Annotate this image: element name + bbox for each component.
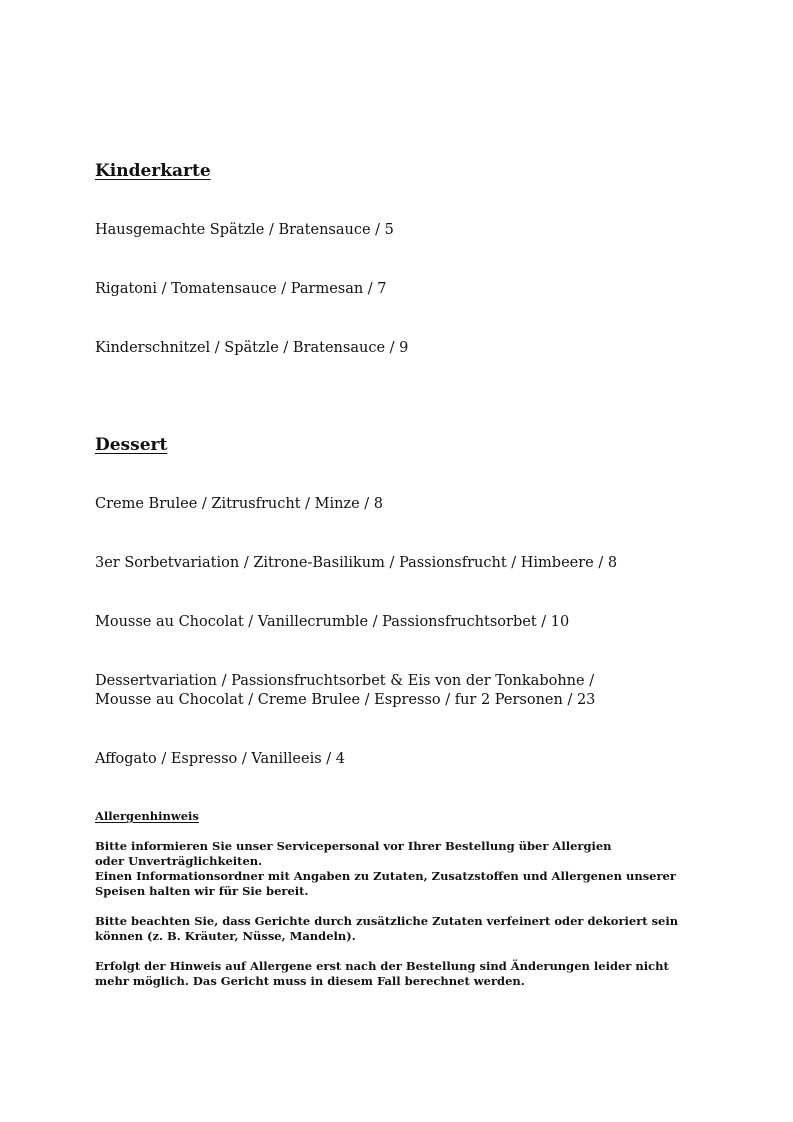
menu-item: 3er Sorbetvariation / Zitrone-Basilikum / Passionsfrucht / Himbeere / 8 xyxy=(95,555,618,571)
menu-item: Creme Brulee / Zitrusfrucht / Minze / 8 xyxy=(95,496,384,512)
allergen-paragraph: Bitte informieren Sie unser Servicepersonal vor Ihrer Bestellung über Allergien oder Unverträglichkeiten. xyxy=(95,839,612,868)
section-title-kinderkarte: Kinderkarte xyxy=(95,161,211,181)
section-title-dessert: Dessert xyxy=(95,435,168,455)
menu-item: Mousse au Chocolat / Vanillecrumble / Passionsfruchtsorbet / 10 xyxy=(95,614,570,630)
allergen-paragraph: Bitte beachten Sie, dass Gerichte durch zusätzliche Zutaten verfeinert oder dekoriert sein können (z. B. Kräuter, Nüsse, Mandeln). xyxy=(95,914,679,943)
menu-item: Kinderschnitzel / Spätzle / Bratensauce / 9 xyxy=(95,340,409,356)
menu-item: Dessertvariation / Passionsfruchtsorbet & Eis von der Tonkabohne / Mousse au Chocolat / Creme Brulee / Espresso / fur 2 Personen / 23 xyxy=(95,673,596,708)
menu-item: Hausgemachte Spätzle / Bratensauce / 5 xyxy=(95,222,394,238)
menu-item: Affogato / Espresso / Vanilleeis / 4 xyxy=(95,751,345,767)
menu-item: Rigatoni / Tomatensauce / Parmesan / 7 xyxy=(95,281,387,297)
allergen-paragraph: Einen Informationsordner mit Angaben zu Zutaten, Zusatzstoffen und Allergenen unserer Speisen halten wir für Sie bereit. xyxy=(95,869,676,898)
allergen-notice-title: Allergenhinweis xyxy=(95,809,199,823)
allergen-paragraph: Erfolgt der Hinweis auf Allergene erst nach der Bestellung sind Änderungen leider nicht mehr möglich. Das Gericht muss in diesem Fall berechnet werden. xyxy=(95,959,669,988)
